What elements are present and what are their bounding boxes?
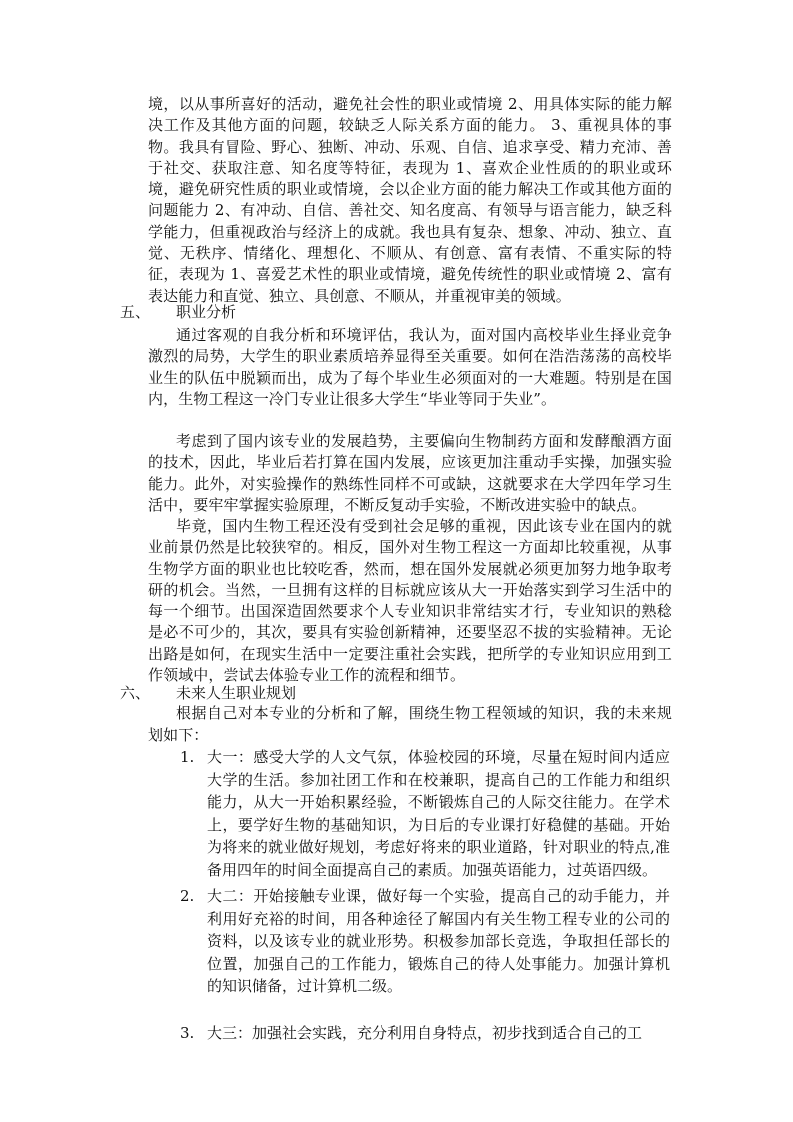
section-5-heading	[0, 301, 793, 323]
section-5-paragraph-3: 毕竟，国内生物工程还没有受到社会足够的重视，因此该专业在国内的就业前景仍然是比较狭窄的。相反，国外对生物工程这一方面却比较重视，从事生物学方面的职业也比较吃香，然而，想在国外发展就必须更加努力地争取考研的机会。当然，一旦拥有这样的目标就应该从大一开始落实到学习生活中的每一个细节。出国深造固然要求个人专业知识非常结实才行，专业知识的熟稔是必不可少的，其次，要具有实验创新精神，还要坚忍不拔的实验精神。无论出路是如何，在现实生活中一定要注重社会实践，把所学的专业知识应用到工作领域中，尝试去体验专业工作的流程和细节。	[148, 517, 672, 685]
section-5-paragraph-2: 考虑到了国内该专业的发展趋势，主要偏向生物制药方面和发酵酿酒方面的技术，因此，毕业后若打算在国内发展，应该更加注重动手实操，加强实验能力。此外，对实验操作的熟练性同样不可或缺，这就要求在大学四年学习生活中，要牢牢掌握实验原理，不断反复动手实验，不断改进实验中的缺点。	[148, 432, 672, 514]
plan-item-year-2	[180, 885, 672, 1000]
plan-item-number: 1.	[180, 748, 195, 766]
plan-item-text: 大三：加强社会实践，充分利用自身特点，初步找到适合自己的工	[207, 1024, 643, 1042]
section-5-paragraph-1: 通过客观的自我分析和环境评估，我认为，面对国内高校毕业生择业竞争激烈的局势，大学生的职业素质培养显得至关重要。如何在浩浩荡荡的高校毕业生的队伍中脱颖而出，成为了每个毕业生必须面对的一大难题。特别是在国内，生物工程这一冷门专业让很多大学生“毕业等同于失业”。	[148, 326, 672, 408]
section-5-number: 五、	[120, 303, 151, 321]
plan-item-number: 2.	[180, 887, 195, 905]
section-6-number: 六、	[120, 684, 151, 702]
plan-item-text: 大二：开始接触专业课，做好每一个实验，提高自己的动手能力，并利用好充裕的时间，用各种途径了解国内有关生物工程专业的公司的资料，以及该专业的就业形势。积极参加部长竞选，争取担任部长的位置，加强自己的工作能力，锻炼自己的待人处事能力。加强计算机的知识储备，过计算机二级。	[207, 887, 670, 996]
plan-item-number: 3.	[180, 1024, 195, 1042]
section-5-title: 职业分析	[176, 303, 237, 321]
plan-item-year-1	[180, 746, 672, 906]
section-6-heading	[0, 682, 793, 704]
plan-item-text: 大一：感受大学的人文气氛，体验校园的环境，尽量在短时间内适应大学的生活。参加社团工作和在校兼职，提高自己的工作能力和组织能力，从大一开始积累经验，不断锻炼自己的人际交往能力。在学术上，要学好生物的基础知识，为日后的专业课打好稳健的基础。开始为将来的就业做好规划，考虑好将来的职业道路，针对职业的特点,准备用四年的时间全面提高自己的素质。加强英语能力，过英语四级。	[207, 748, 670, 879]
intro-paragraph: 境，以从事所喜好的活动，避免社会性的职业或情境 2、用具体实际的能力解决工作及其他方面的问题，较缺乏人际关系方面的能力。 3、重视具体的事物。我具有冒险、野心、独断、冲动、乐观、自信、追求享受、精力充沛、善于社交、获取注意、知名度等特征，表现为 1、喜欢企业性质的的职业或环境，避免研究性质的职业或情境，会以企业方面的能力解决工作或其他方面的问题能力 2、有冲动、自信、善社交、知名度高、有领导与语言能力，缺乏科学能力，但重视政治与经济上的成就。我也具有复杂、想象、冲动、独立、直觉、无秩序、情绪化、理想化、不顺从、有创意、富有表情、不重实际的特征，表现为 1、喜爱艺术性的职业或情境，避免传统性的职业或情境 2、富有表达能力和直觉、独立、具创意、不顺从，并重视审美的领域。	[148, 95, 672, 305]
plan-item-year-3	[180, 1022, 672, 1045]
section-6-intro: 根据自己对本专业的分析和了解，围绕生物工程领域的知识，我的未来规划如下：	[148, 704, 672, 744]
section-6-title: 未来人生职业规划	[176, 684, 297, 702]
